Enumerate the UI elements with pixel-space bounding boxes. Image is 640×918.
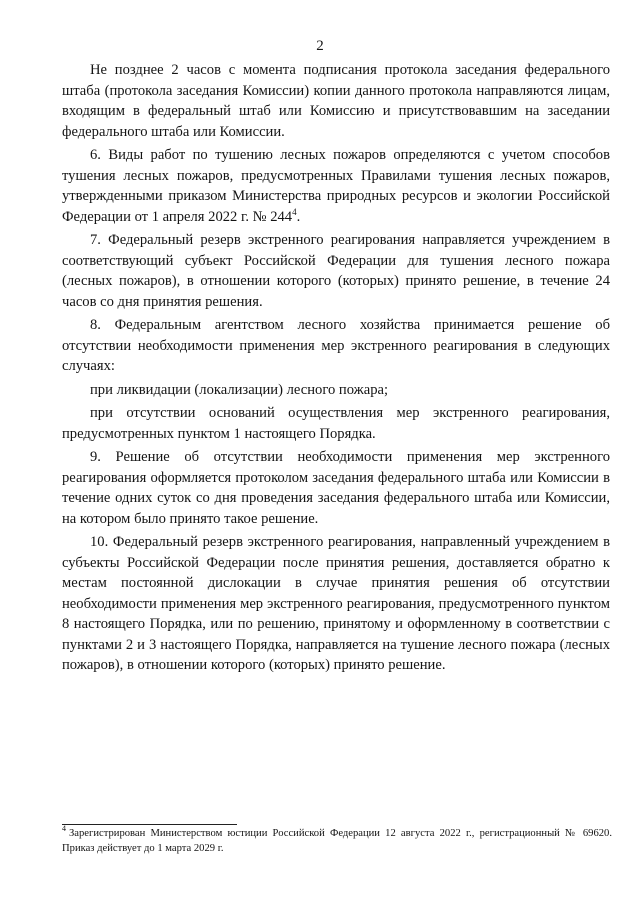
paragraph-item-10: 10. Федеральный резерв экстренного реагирования, направленный учреждением в субъекты Российской Федерации после принятия решения, доставляется обратно к местам постоянной дислокации в случае принятия решения об отсутствии необходимости применения мер экстренного реагирования, предусмотренного пунктом 8 настоящего Порядка, или по решению, принятому и оформленному в соответствии с пунктами 2 и 3 настоящего Порядка, направляется на тушение лесного пожара (лесных пожаров), в отношении которого (которых) принято решение. bbox=[62, 534, 610, 673]
paragraph-case-liquidation: при ликвидации (локализации) лесного пожара; bbox=[90, 381, 389, 398]
paragraph-item-8: 8. Федеральным агентством лесного хозяйства принимается решение об отсутствии необходимости применения мер экстренного реагирования в следующих случаях: bbox=[62, 317, 610, 374]
paragraph-item-9: 9. Решение об отсутствии необходимости применения мер экстренного реагирования оформляется протоколом заседания федерального штаба или Комиссии в течение одних суток со дня проведения заседания федерального штаба или Комиссии, на котором было принято такое решение. bbox=[62, 449, 610, 527]
paragraph-item-7: 7. Федеральный резерв экстренного реагирования направляется учреждением в соответствующий субъект Российской Федерации для тушения лесного пожара (лесных пожаров), в отношении которого (которых) принято решение, в течение 24 часов со дня принятия решения. bbox=[62, 232, 610, 310]
footnote-divider bbox=[62, 824, 237, 825]
footnote-mark: 4 bbox=[62, 824, 66, 834]
footnote-text: Зарегистрирован Министерством юстиции Российской Федерации 12 августа 2022 г., регистрационный № 69620. Приказ действует до 1 марта 2029 г. bbox=[62, 828, 612, 854]
page-number: 2 bbox=[316, 38, 324, 54]
paragraph-item-6: 6. Виды работ по тушению лесных пожаров определяются с учетом способов тушения лесных пожаров, предусмотренных Правилами тушения лесных пожаров, утвержденными приказом Министерства природных ресурсов и экологии Российской Федерации от 1 апреля 2022 г. № $244^4$. bbox=[62, 147, 610, 225]
document-body bbox=[62, 60, 610, 676]
paragraph-protocol-copies: Не позднее 2 часов с момента подписания протокола заседания федерального штаба (протокола заседания Комиссии) копии данного протокола направляются лицам, входящим в федеральный штаб или Комиссию и присутствовавшим на заседании федерального штаба или Комиссии. bbox=[62, 62, 610, 140]
paragraph-case-no-grounds: при отсутствии оснований осуществления мер экстренного реагирования, предусмотренных пунктом 1 настоящего Порядка. bbox=[62, 405, 610, 442]
footnote bbox=[62, 826, 612, 856]
footnote-reference: 4 bbox=[292, 206, 297, 217]
